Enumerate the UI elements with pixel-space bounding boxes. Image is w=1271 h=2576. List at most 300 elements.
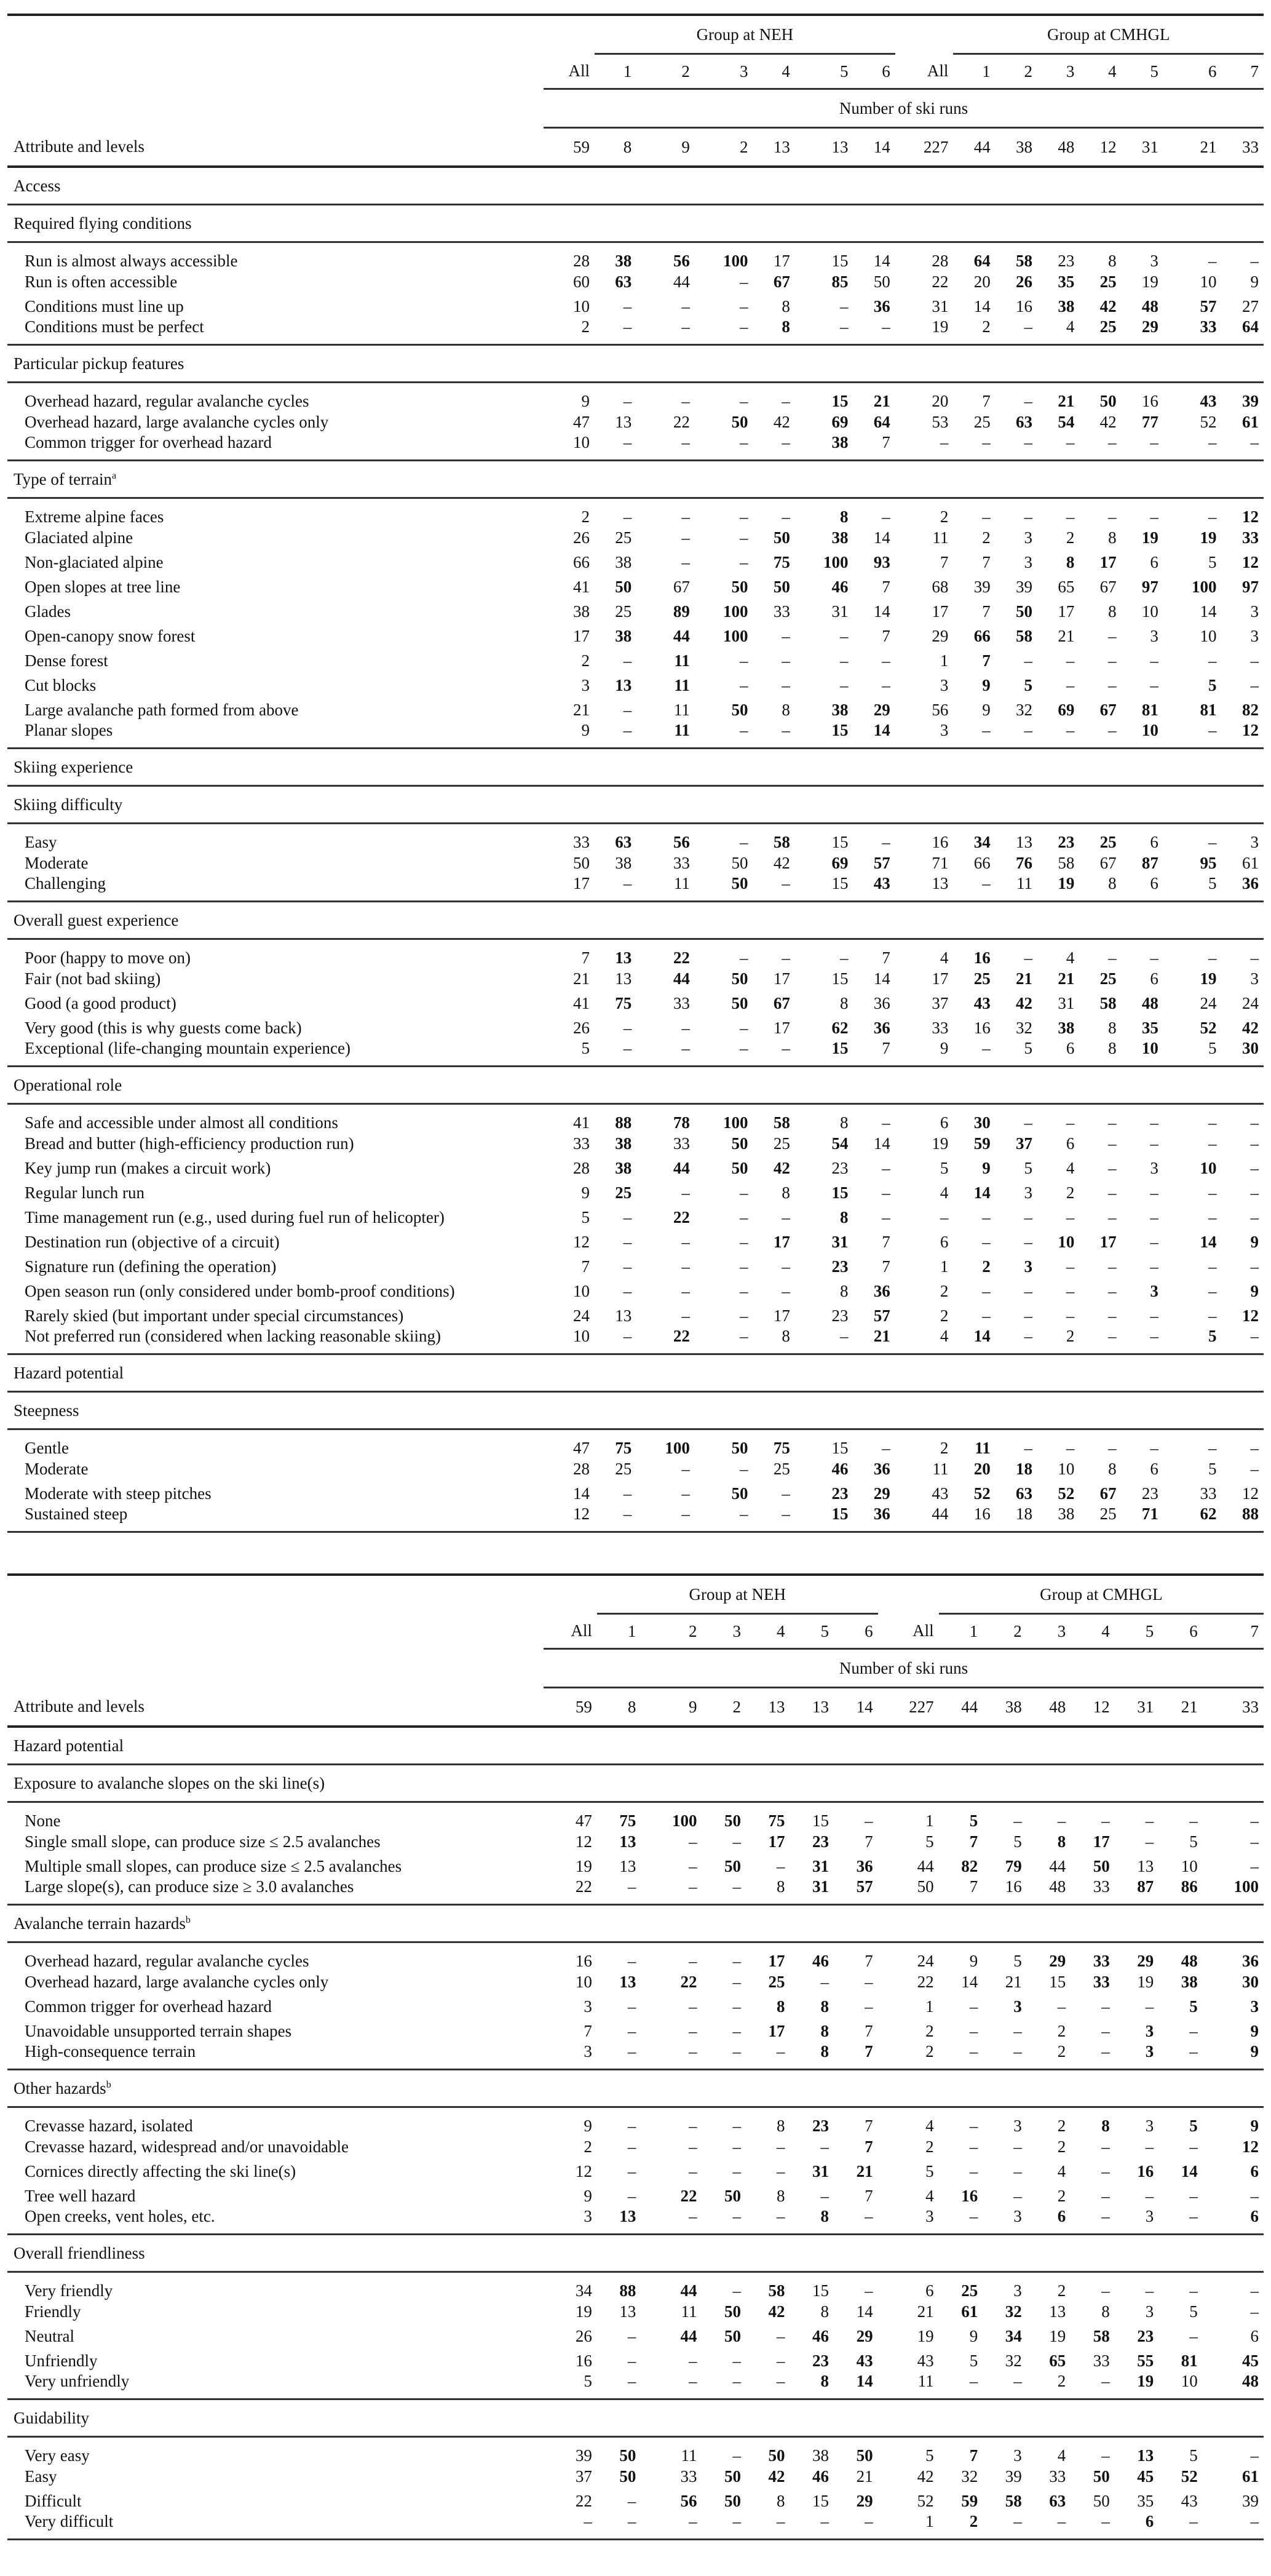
table-cell: 10: [1122, 1040, 1163, 1067]
table-cell: 67: [1099, 853, 1117, 872]
table-cell: 2: [940, 1306, 949, 1325]
table-cell: 87: [1115, 1878, 1159, 1905]
subsection-heading: [7, 1392, 1264, 1429]
table-cell: 50: [731, 853, 748, 872]
table-cell: 15: [795, 875, 853, 902]
table-cell: 44: [673, 969, 690, 988]
run-count: 14: [853, 128, 895, 167]
table-cell: –: [740, 1018, 748, 1037]
table-cell: 7: [865, 2117, 873, 2135]
table-cell: –: [597, 2373, 641, 2399]
table-cell: –: [753, 434, 795, 461]
table-cell: 8: [782, 700, 790, 719]
table-cell: 35: [1058, 272, 1075, 291]
table-row: [7, 824, 1264, 851]
table-cell: 26: [572, 1018, 590, 1037]
table-cell: 8: [790, 2043, 834, 2070]
table-row: [7, 1016, 1264, 1040]
row-label: Neutral: [25, 2326, 74, 2345]
table-cell: 17: [932, 969, 949, 988]
table-cell: 50: [731, 1158, 748, 1177]
table-cell: 48: [1027, 1878, 1071, 1905]
table-cell: 56: [673, 252, 690, 270]
column-header: 7: [1250, 1621, 1259, 1640]
table-cell: 25: [1099, 833, 1117, 851]
table-cell: 23: [812, 1832, 830, 1851]
table-cell: –: [623, 296, 632, 316]
row-label: Crevasse hazard, widespread and/or unavoidable: [25, 2137, 349, 2156]
table-cell: 44: [680, 2281, 697, 2300]
table-row: [7, 294, 1264, 319]
table-cell: 30: [973, 1113, 991, 1132]
table-cell: 42: [773, 853, 790, 872]
table-cell: 2: [940, 507, 949, 526]
table-cell: 2: [544, 319, 595, 345]
table-cell: 3: [1150, 252, 1158, 270]
table-row: [7, 1854, 1264, 1878]
table-cell: –: [1250, 1439, 1259, 1457]
table-cell: –: [1013, 2186, 1022, 2205]
table-cell: –: [834, 2208, 878, 2235]
table-cell: 36: [873, 1459, 890, 1478]
table-cell: –: [777, 2326, 785, 2345]
table-cell: 29: [1122, 319, 1163, 345]
table-cell: 11: [681, 2446, 697, 2465]
table-cell: 31: [790, 1878, 834, 1905]
table-cell: 39: [1005, 2467, 1022, 2486]
table-cell: –: [623, 507, 632, 526]
table-cell: 21: [873, 392, 890, 410]
table-cell: –: [1250, 1113, 1259, 1132]
table-cell: –: [595, 1506, 636, 1532]
table-cell: 57: [1200, 296, 1217, 316]
table-cell: 50: [724, 2302, 742, 2321]
table-cell: –: [641, 2208, 702, 2235]
group-header-row: [7, 15, 1264, 54]
table-cell: 10: [1200, 272, 1217, 291]
row-label: Tree well hazard: [25, 2186, 136, 2205]
table-cell: 7: [982, 602, 991, 621]
table-cell: 48: [1141, 993, 1158, 1012]
table-cell: –: [882, 1207, 890, 1226]
table-cell: –: [681, 1232, 690, 1251]
table-cell: 10: [1058, 1232, 1075, 1251]
subsection-label: Avalanche terrain hazards: [14, 1914, 186, 1933]
table-cell: 22: [673, 412, 690, 431]
table-cell: 52: [973, 1484, 991, 1503]
table-cell: 44: [1049, 1856, 1066, 1875]
table-cell: 8: [782, 1183, 790, 1202]
table-row: [7, 939, 1264, 967]
table-cell: –: [782, 651, 790, 670]
table-cell: –: [1150, 1183, 1158, 1202]
table-cell: 2: [925, 2137, 934, 2156]
table-cell: –: [882, 507, 890, 526]
table-cell: 14: [961, 1972, 978, 1991]
header-spacer: [7, 89, 544, 128]
table-cell: –: [1013, 2161, 1022, 2180]
run-count: 12: [1079, 128, 1121, 167]
table-cell: 46: [812, 2467, 830, 2486]
table-cell: –: [982, 507, 991, 526]
table-cell: 32: [1005, 2302, 1022, 2321]
table-cell: –: [940, 1207, 949, 1226]
table-cell: 48: [1203, 2373, 1264, 2399]
table-cell: 42: [1242, 1018, 1259, 1037]
row-label: Safe and accessible under almost all conditions: [25, 1113, 338, 1132]
table-cell: –: [695, 1040, 753, 1067]
table-cell: 29: [1137, 1952, 1154, 1970]
table-cell: –: [1150, 507, 1158, 526]
table-cell: 5: [1189, 1997, 1198, 2016]
footnote-marker: b: [185, 1914, 191, 1925]
table-row: [7, 1802, 1264, 1830]
table-cell: 25: [768, 1972, 785, 1991]
table-cell: 67: [673, 577, 690, 596]
table-cell: 50: [731, 577, 748, 596]
table-row: [7, 1180, 1264, 1205]
table-cell: 8: [839, 993, 849, 1012]
table-cell: 67: [773, 272, 790, 291]
table-cell: 42: [768, 2467, 785, 2486]
table-cell: –: [1066, 651, 1075, 670]
table-cell: 3: [1024, 528, 1033, 547]
table-cell: 25: [773, 1459, 790, 1478]
table-cell: 44: [917, 1856, 934, 1875]
table-cell: –: [1145, 2137, 1154, 2156]
table-cell: 38: [831, 528, 849, 547]
table-cell: 6: [1250, 2326, 1259, 2345]
table-cell: 65: [1049, 2351, 1066, 2370]
table-cell: 2: [939, 2513, 983, 2540]
table-cell: –: [627, 2021, 636, 2040]
row-label: Bread and butter (high-efficiency production run): [25, 1134, 354, 1153]
table-cell: –: [740, 296, 748, 316]
table-cell: 50: [695, 875, 753, 902]
table-cell: –: [595, 1328, 636, 1354]
table-cell: 8: [1101, 2117, 1110, 2135]
table-cell: 30: [1242, 1972, 1259, 1991]
table-cell: 33: [1071, 1878, 1115, 1905]
table-cell: 21: [572, 969, 590, 988]
table-cell: 4: [940, 948, 949, 967]
table-cell: –: [1189, 2137, 1198, 2156]
table-cell: –: [1222, 1328, 1264, 1354]
table-cell: 16: [575, 2351, 592, 2370]
table-row: [7, 1829, 1264, 1854]
subsection-label: Required flying conditions: [14, 213, 192, 233]
table-cell: 9: [1203, 2043, 1264, 2070]
table-cell: –: [1108, 1113, 1117, 1132]
table-cell: –: [1150, 1306, 1158, 1325]
table-cell: –: [732, 1972, 742, 1991]
table-row: [7, 1104, 1264, 1132]
table-cell: 13: [615, 948, 632, 967]
table-row: [7, 383, 1264, 410]
table-cell: 32: [1016, 700, 1033, 719]
table-cell: 21: [1058, 969, 1075, 988]
table-cell: 8: [1079, 875, 1121, 902]
row-label: Not preferred run (considered when lacking reasonable skiing): [7, 1328, 544, 1354]
table-cell: 15: [812, 1811, 830, 1830]
table-cell: 3: [1013, 2281, 1022, 2300]
run-count: 13: [753, 128, 795, 167]
table-cell: 9: [982, 675, 991, 694]
table-cell: 23: [1141, 1484, 1158, 1503]
table-cell: –: [1208, 1134, 1217, 1153]
table-cell: 63: [1016, 412, 1033, 431]
column-header: 3: [740, 62, 748, 81]
table-cell: 50: [878, 1878, 939, 1905]
row-label: Single small slope, can produce size ≤ 2.5 avalanches: [25, 1832, 381, 1851]
table-row: [7, 2159, 1264, 2184]
row-label: Cut blocks: [25, 675, 97, 694]
table-cell: –: [782, 392, 790, 410]
table-cell: 7: [581, 1257, 590, 1276]
table-cell: 4: [1057, 2161, 1066, 2180]
number-of-runs-row: [7, 1649, 1264, 1688]
table-cell: 46: [831, 577, 849, 596]
subsection-label: Exposure to avalanche slopes on the ski line(s): [14, 1773, 325, 1792]
table-cell: –: [777, 2351, 785, 2370]
table-cell: –: [1150, 1207, 1158, 1226]
table-cell: 56: [673, 833, 690, 851]
table-cell: 24: [917, 1952, 934, 1970]
row-label: Large slope(s), can produce size ≥ 3.0 avalanches: [7, 1878, 544, 1905]
table-cell: –: [681, 528, 690, 547]
column-header: 4: [777, 1621, 785, 1640]
subsection-label: Steepness: [14, 1401, 79, 1420]
table-cell: 25: [1099, 969, 1117, 988]
table-cell: 50: [731, 1439, 748, 1457]
subsection-heading: [7, 205, 1264, 242]
table-cell: 27: [1242, 296, 1259, 316]
table-cell: –: [996, 434, 1037, 461]
table-cell: –: [1189, 2281, 1198, 2300]
table-cell: 33: [1163, 319, 1222, 345]
table-cell: 2: [940, 1281, 949, 1300]
table-cell: 25: [973, 412, 991, 431]
table-cell: 65: [1058, 577, 1075, 596]
table-cell: 39: [575, 2446, 592, 2465]
table-cell: 17: [768, 1832, 785, 1851]
table-cell: 5: [969, 2351, 978, 2370]
table-cell: 3: [1024, 552, 1033, 571]
table-cell: 19: [1200, 969, 1217, 988]
table-row: [7, 2299, 1264, 2324]
table-cell: 25: [615, 528, 632, 547]
row-label: Very friendly: [25, 2281, 113, 2300]
table-cell: –: [882, 1183, 890, 1202]
table-cell: –: [1150, 1113, 1158, 1132]
table-cell: 69: [831, 412, 849, 431]
table-cell: 14: [1200, 602, 1217, 621]
table-cell: 5: [544, 2373, 597, 2399]
table-cell: 64: [873, 412, 890, 431]
table-cell: –: [1250, 948, 1259, 967]
table-cell: 5: [1189, 2302, 1198, 2321]
table-cell: 29: [856, 2491, 873, 2510]
table-cell: 2: [1057, 2186, 1066, 2205]
table-cell: 12: [544, 1506, 595, 1532]
table-row: [7, 698, 1264, 722]
subsection-label: Other hazards: [14, 2078, 106, 2097]
row-label: Moderate: [25, 853, 89, 872]
table-cell: 15: [812, 2491, 830, 2510]
table-cell: 86: [1158, 1878, 1203, 1905]
table-cell: –: [1189, 2326, 1198, 2345]
table-cell: –: [702, 2043, 746, 2070]
table-cell: 14: [853, 722, 895, 749]
table-cell: 38: [795, 434, 853, 461]
table-cell: –: [689, 2137, 697, 2156]
table-cell: 36: [873, 1281, 890, 1300]
table-cell: 22: [932, 272, 949, 291]
table-cell: 23: [1058, 252, 1075, 270]
table-cell: –: [689, 2117, 697, 2135]
table-cell: –: [1150, 1257, 1158, 1276]
table-cell: 25: [615, 602, 632, 621]
table-cell: –: [627, 2491, 636, 2510]
table-cell: 11: [636, 722, 695, 749]
table-cell: 38: [572, 602, 590, 621]
subsection-heading: [7, 1905, 1264, 1942]
table-cell: 14: [973, 296, 991, 316]
table-cell: –: [681, 1257, 690, 1276]
table-cell: –: [681, 1484, 690, 1503]
table-cell: 14: [953, 1328, 995, 1354]
run-count: 21: [1163, 128, 1222, 167]
table-cell: 31: [831, 602, 849, 621]
table-cell: 5: [1163, 875, 1222, 902]
table-cell: –: [1071, 2208, 1115, 2235]
table-cell: –: [820, 2186, 830, 2205]
table-cell: 32: [1016, 1018, 1033, 1037]
table-cell: 3: [1013, 2117, 1022, 2135]
table-cell: –: [782, 948, 790, 967]
column-header-row: [7, 54, 1264, 89]
table-row: [7, 2184, 1264, 2208]
table-cell: –: [969, 2021, 978, 2040]
table-cell: 10: [1158, 2373, 1203, 2399]
data-table-1: [7, 14, 1264, 1533]
table-cell: 1: [940, 1257, 949, 1276]
table-cell: –: [753, 722, 795, 749]
table-cell: 7: [853, 434, 895, 461]
table-row: [7, 648, 1264, 673]
table-cell: 12: [1242, 552, 1259, 571]
table-cell: 21: [1058, 626, 1075, 645]
section-heading: Hazard potential: [7, 1727, 1264, 1765]
table-cell: 5: [544, 1040, 595, 1067]
table-cell: –: [681, 1306, 690, 1325]
column-header: 2: [1024, 62, 1033, 81]
table-cell: 3: [940, 675, 949, 694]
table-cell: 8: [820, 1997, 830, 2016]
run-count: 8: [595, 128, 636, 167]
section-heading: Access: [7, 167, 1264, 205]
table-cell: –: [782, 626, 790, 645]
row-label: Open-canopy snow forest: [25, 626, 196, 645]
table-row: [7, 434, 1264, 461]
table-cell: 61: [1242, 2467, 1259, 2486]
table-cell: –: [597, 1878, 641, 1905]
run-count: 33: [1222, 128, 1264, 167]
table-cell: 7: [882, 948, 890, 967]
table-cell: –: [1189, 1811, 1198, 1830]
subsection-label: Skiing difficulty: [14, 795, 123, 814]
table-cell: 47: [572, 1439, 590, 1457]
table-cell: –: [1150, 675, 1158, 694]
table-cell: 46: [831, 1459, 849, 1478]
table-row: [7, 1878, 1264, 1905]
table-cell: –: [732, 2351, 742, 2370]
table-cell: –: [1101, 2186, 1110, 2205]
table-cell: 3: [1250, 833, 1259, 851]
table-cell: 45: [1242, 2351, 1259, 2370]
table-cell: 34: [575, 2281, 592, 2300]
table-cell: 19: [1049, 2326, 1066, 2345]
table-row: [7, 242, 1264, 270]
table-cell: –: [740, 675, 748, 694]
table-cell: –: [695, 1328, 753, 1354]
table-cell: 14: [873, 602, 890, 621]
table-cell: 26: [575, 2326, 592, 2345]
table-cell: 52: [1181, 2467, 1198, 2486]
table-cell: 48: [1141, 296, 1158, 316]
subsection-heading-row: [7, 2070, 1264, 2107]
row-label: Crevasse hazard, isolated: [25, 2117, 193, 2135]
row-label: Regular lunch run: [25, 1183, 145, 1202]
table-cell: –: [983, 2043, 1027, 2070]
table-cell: 22: [636, 1328, 695, 1354]
table-cell: –: [782, 1207, 790, 1226]
table-cell: 22: [544, 1878, 597, 1905]
table-cell: 10: [1181, 1856, 1198, 1875]
table-cell: 37: [1016, 1134, 1033, 1153]
table-cell: 2: [940, 1439, 949, 1457]
table-cell: –: [627, 1997, 636, 2016]
table-cell: 8: [839, 1281, 849, 1300]
table-cell: 42: [1099, 412, 1117, 431]
table-cell: –: [865, 1997, 873, 2016]
table-cell: –: [1108, 507, 1117, 526]
table-cell: 3: [878, 2208, 939, 2235]
row-label: Unavoidable unsupported terrain shapes: [25, 2021, 292, 2040]
table-row: [7, 2373, 1264, 2399]
table-cell: –: [777, 1856, 785, 1875]
subsection-heading-row: [7, 786, 1264, 824]
table-cell: 8: [777, 1997, 785, 2016]
table-cell: 15: [831, 252, 849, 270]
table-cell: 3: [584, 1997, 592, 2016]
table-cell: 18: [1016, 1459, 1033, 1478]
table-cell: 36: [853, 1506, 895, 1532]
table-cell: 62: [831, 1018, 849, 1037]
table-cell: –: [681, 1183, 690, 1202]
row-label: Extreme alpine faces: [25, 507, 164, 526]
table-cell: 50: [1093, 2491, 1110, 2510]
column-header: All: [571, 1621, 592, 1640]
table-cell: 7: [853, 1040, 895, 1067]
table-cell: 11: [674, 651, 690, 670]
row-label: Open creeks, vent holes, etc.: [7, 2208, 544, 2235]
run-counts-row: [7, 128, 1264, 167]
table-row: [7, 851, 1264, 875]
column-header: All: [927, 61, 949, 80]
table-cell: –: [1208, 1439, 1217, 1457]
table-cell: 29: [1049, 1952, 1066, 1970]
